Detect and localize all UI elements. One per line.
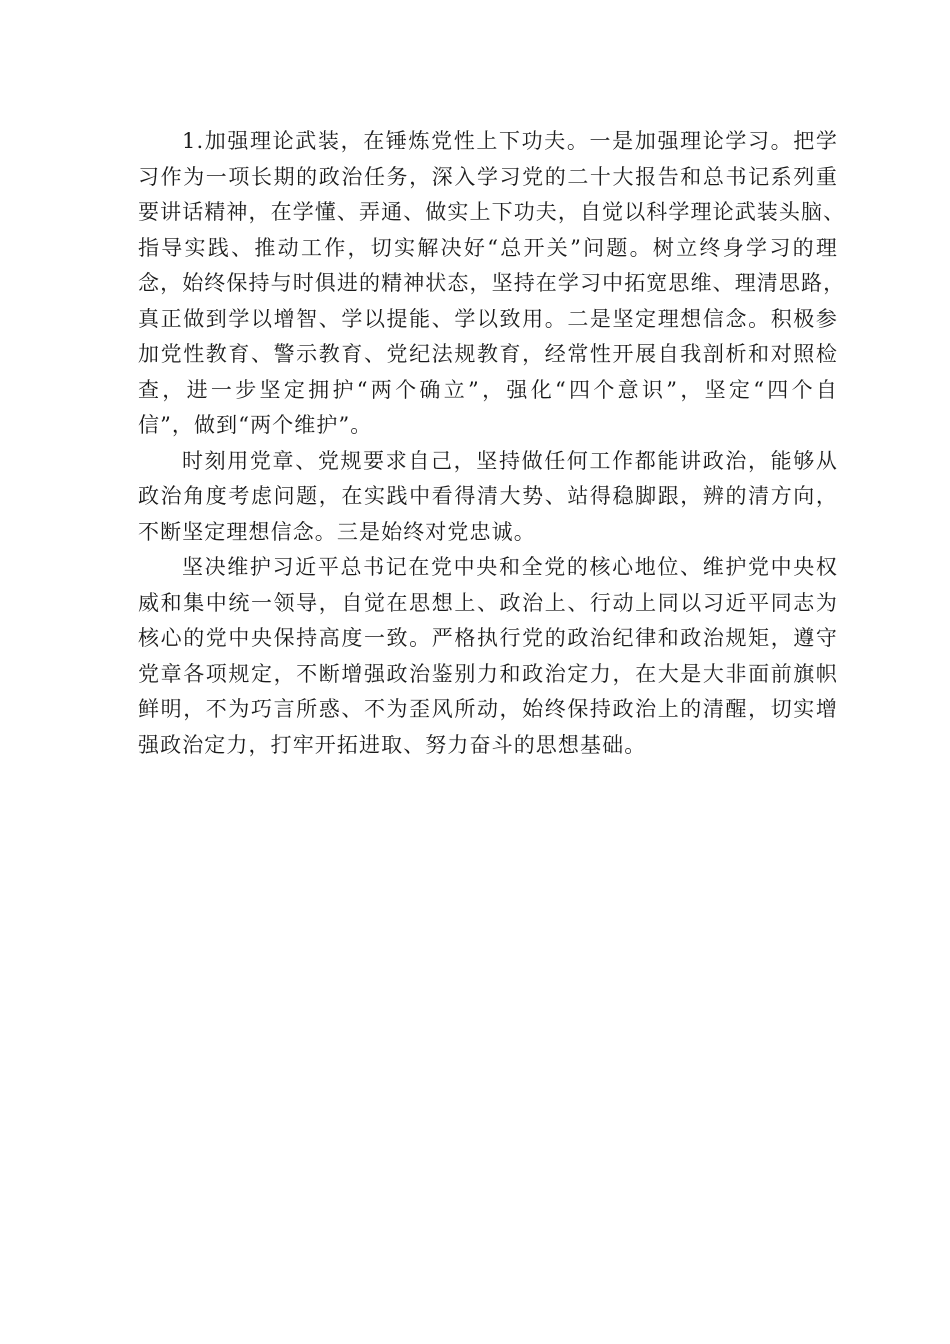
- text-line: 强政治定力，打牢开拓进取、努力奋斗的思想基础。: [138, 732, 647, 757]
- document-body: [138, 124, 846, 763]
- text-line: 时刻用党章、党规要求自己，坚持做任何工作都能讲政治，能够从: [182, 448, 838, 473]
- text-line: 习作为一项长期的政治任务，深入学习党的二十大报告和总书记系列重: [138, 164, 838, 189]
- text-line: 查，进一步坚定拥护“两个确立”，强化“四个意识”，坚定“四个自: [138, 377, 838, 402]
- paragraph-1: [138, 124, 846, 444]
- paragraph-3: [138, 550, 838, 763]
- text-line: 指导实践、推动工作，切实解决好“总开关”问题。树立终身学习的理: [138, 235, 838, 260]
- text-line: 念，始终保持与时俱进的精神状态，坚持在学习中拓宽思维、理清思路，: [138, 271, 846, 295]
- text-line: 要讲话精神，在学懂、弄通、做实上下功夫，自觉以科学理论武装头脑、: [138, 200, 846, 224]
- text-line: 不断坚定理想信念。三是始终对党忠诚。: [138, 519, 536, 544]
- text-line: 政治角度考虑问题，在实践中看得清大势、站得稳脚跟，辨的清方向，: [138, 484, 838, 508]
- text-line: 核心的党中央保持高度一致。严格执行党的政治纪律和政治规矩，遵守: [138, 626, 838, 650]
- text-line: 威和集中统一领导，自觉在思想上、政治上、行动上同以习近平同志为: [138, 590, 838, 615]
- text-line: 真正做到学以增智、学以提能、学以致用。二是坚定理想信念。积极参: [138, 306, 838, 331]
- text-line: 信”，做到“两个维护”。: [138, 413, 373, 437]
- text-line: 加党性教育、警示教育、党纪法规教育，经常性开展自我剖析和对照检: [138, 342, 838, 366]
- paragraph-2: [138, 444, 838, 551]
- text-line: 坚决维护习近平总书记在党中央和全党的核心地位、维护党中央权: [182, 555, 838, 579]
- text-line: 鲜明，不为巧言所惑、不为歪风所动，始终保持政治上的清醒，切实增: [138, 697, 838, 721]
- text-line: 党章各项规定，不断增强政治鉴别力和政治定力，在大是大非面前旗帜: [138, 661, 838, 686]
- text-line: 1.加强理论武装，在锤炼党性上下功夫。一是加强理论学习。把学: [182, 129, 838, 153]
